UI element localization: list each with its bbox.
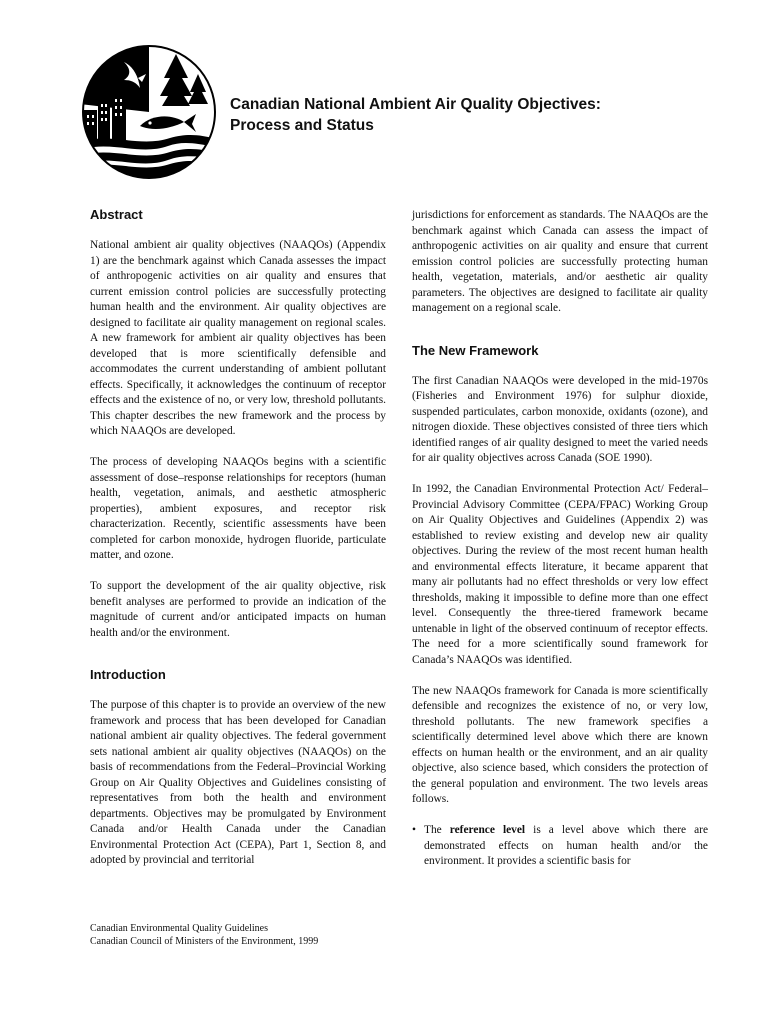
bullet-text-pre: The	[424, 824, 450, 836]
abstract-heading: Abstract	[90, 207, 143, 222]
list-item	[424, 823, 708, 870]
title-line-1: Canadian National Ambient Air Quality Objectives:	[230, 96, 601, 113]
new-framework-heading: The New Framework	[412, 342, 539, 358]
page-title	[230, 94, 710, 136]
levels-list	[412, 823, 708, 870]
bullet-text-post: is a level above which there are demonstrated effects on human health and/or the environment. It provides a scientific basis for	[424, 824, 709, 867]
footer-line-1: Canadian Environmental Quality Guidelines	[90, 923, 269, 934]
introduction-paragraph-continued: jurisdictions for enforcement as standards. The NAAQOs are the benchmark against which Canada can assess the impact of anthropogenic activities on air quality and ensure that current emission control policies are successfully protecting human health, vegetation, materials, and/or aesthetic air quality parameters. The objectives are designed to facilitate air quality management on a regional scale.	[412, 209, 708, 314]
introduction-paragraph-start: The purpose of this chapter is to provide an overview of the new framework and process that has been developed for Canadian national ambient air quality objectives. The federal government sets national ambient air quality objectives (NAAQOs) on the basis of recommendations from the Federal–Provincial Working Group on Air Quality Objectives and Guidelines consisting of representatives from both the health and environment departments. Objectives may be promulgated by Environment Canada and/or Health Canada under the Canadian Environmental Protection Act (CEPA), Part 1, Section 8, and adopted by provincial and territorial	[90, 699, 386, 866]
footer-line-2: Canadian Council of Ministers of the Environment, 1999	[90, 936, 319, 947]
bullet-term: reference level	[449, 824, 526, 836]
left-column	[90, 206, 386, 884]
new-framework-paragraph-2: In 1992, the Canadian Environmental Protection Act/ Federal–Provincial Advisory Committee (CEPA/FPAC) Working Group on Air Quality Objectives and Guidelines (Appendix 2) was established to review existing and develop new air quality objectives. During the review of the most recent human health and environmental effects literature, it became apparent that many air pollutants had no effect thresholds or very low effect thresholds, making it impossible to define more than one effect level. Consequently the three-tiered framework became untenable in light of the observed continuum of receptor effects. The need for a more scientifically sound framework for Canada’s NAAQOs was identified.	[412, 483, 708, 666]
abstract-paragraph-3: To support the development of the air quality objective, risk benefit analyses are performed to provide an indication of the magnitude of current and/or anticipated impacts on human health and/or the environment.	[90, 580, 386, 639]
right-column	[412, 208, 708, 870]
ccme-logo	[80, 44, 218, 180]
new-framework-paragraph-3: The new NAAQOs framework for Canada is more scientifically defensible and recognizes the existence of no, or very low, threshold pollutants. The new framework specifies a scientifically determined level above which there are known effects on human health or the environment, and an air quality objective, also science based, which considers the protection of the general population and environment. The two levels areas follows.	[412, 684, 708, 805]
abstract-paragraph-2: The process of developing NAAQOs begins with a scientific assessment of dose–response relationships for receptors (human health, vegetation, animals, and aesthetic atmospheric properties), ambient exposures, and receptor risk characterization. Recently, scientific assessments have been completed for carbon monoxide, hydrogen fluoride, particulate matter, and ozone.	[90, 456, 386, 561]
abstract-paragraph-1: National ambient air quality objectives (NAAQOs) (Appendix 1) are the benchmark against which Canada assesses the impact of anthropogenic activities on air quality and ensures that current emission control policies are successfully protecting human health and the environment. Air quality objectives are designed to facilitate air quality management on regional scales. A new framework for ambient air quality objectives has been developed that is more scientifically defensible and accommodates the current understanding of ambient pollutant effects. Specifically, it acknowledges the continuum of receptor effects and the existence of no, or very low, threshold pollutants. This chapter describes the new framework and the process by which NAAQOs are developed.	[90, 239, 386, 437]
page-footer	[90, 922, 318, 948]
title-line-2: Process and Status	[230, 117, 374, 134]
introduction-heading: Introduction	[90, 667, 166, 682]
new-framework-paragraph-1: The first Canadian NAAQOs were developed in the mid-1970s (Fisheries and Environment 1976) for sulphur dioxide, suspended particulates, carbon monoxide, oxidants (ozone), and nitrogen dioxide. These objectives consisted of three tiers which identified ranges of air quality designed to meet the varied needs for air quality objectives across Canada (SOE 1990).	[412, 374, 708, 464]
